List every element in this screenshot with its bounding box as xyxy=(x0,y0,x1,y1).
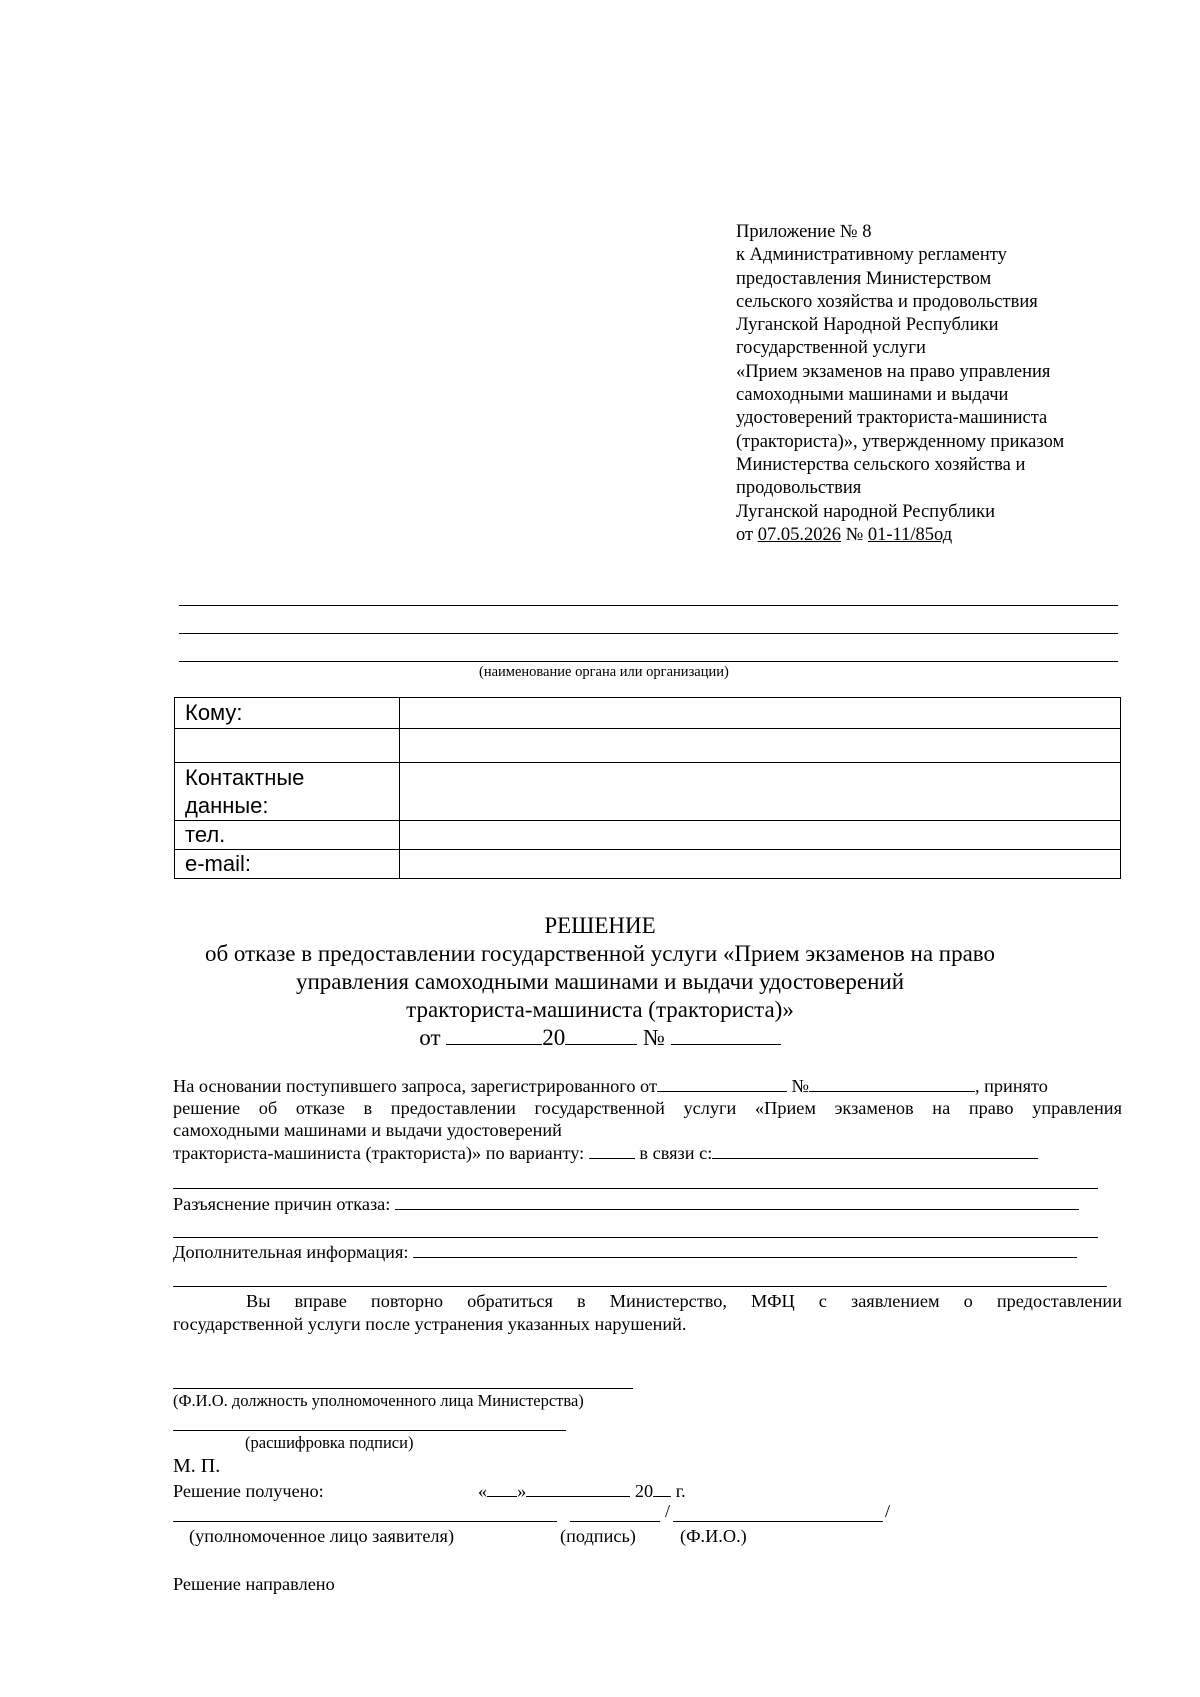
appendix-line: удостоверений тракториста-машиниста xyxy=(736,408,1048,429)
title-line-1: об отказе в предоставлении государственной услуги «Прием экзаменов на право xyxy=(204,941,996,966)
reasons-line xyxy=(173,1193,1079,1215)
title-line-3: тракториста-машиниста (тракториста)» xyxy=(406,997,794,1022)
contacts-label-line: Контактные xyxy=(185,764,305,790)
fio-caption: (Ф.И.О.) xyxy=(680,1526,747,1546)
body-line-3: самоходными машинами и выдачи удостоверений xyxy=(173,1120,562,1140)
sign-caption: (подпись) xyxy=(560,1526,636,1546)
received-year: 20 xyxy=(634,1481,654,1501)
appendix-line: государственной услуги xyxy=(736,338,926,359)
contacts-field[interactable] xyxy=(400,763,1121,821)
official-caption: (Ф.И.О. должность уполномоченного лица Министерства) xyxy=(173,1391,584,1410)
org-line-1 xyxy=(179,605,1118,606)
org-line-2 xyxy=(179,633,1118,634)
appendix-line: сельского хозяйства и продовольствия xyxy=(736,291,1038,312)
title-from: от xyxy=(419,1025,441,1050)
appendix-line: Луганской народной Республики xyxy=(736,501,996,522)
to-field[interactable] xyxy=(400,698,1121,729)
variant-field[interactable] xyxy=(589,1142,635,1159)
sent-label: Решение направлено xyxy=(173,1574,335,1594)
reasons-field-line-2[interactable] xyxy=(173,1237,1098,1238)
title-number-sign: № xyxy=(643,1025,665,1050)
additional-info-line-2[interactable] xyxy=(173,1286,1107,1287)
document-title: РЕШЕНИЕ xyxy=(544,913,656,938)
appendix-line: Министерства сельского хозяйства и xyxy=(736,454,1026,475)
recipient-table xyxy=(174,697,1121,879)
stamp-placeholder: М. П. xyxy=(173,1455,221,1477)
official-signature-line[interactable] xyxy=(173,1388,633,1389)
quote-close: » xyxy=(517,1481,527,1501)
received-year-suffix: г. xyxy=(675,1481,686,1501)
slash-2: / xyxy=(885,1501,891,1521)
phone-label: тел. xyxy=(175,821,400,850)
reason-field-line-2[interactable] xyxy=(173,1188,1098,1189)
empty-label-cell xyxy=(175,729,400,763)
title-date-line xyxy=(150,1024,1050,1052)
applicant-fio-line[interactable] xyxy=(673,1521,883,1522)
body-text: , принято xyxy=(974,1076,1048,1096)
decision-year-field[interactable] xyxy=(565,1028,637,1045)
appendix-line: (тракториста)», утвержденному приказом xyxy=(736,431,1065,452)
appendix-line: Луганской Народной Республики xyxy=(736,315,999,336)
body-line-2: решение об отказе в предоставлении государственной услуги «Прием экзаменов на право управления xyxy=(173,1098,1122,1118)
body-text: в связи с: xyxy=(639,1143,713,1163)
appendix-block xyxy=(736,221,1156,547)
additional-info-line xyxy=(173,1241,1077,1263)
repeat-appeal-line-1: Вы вправе повторно обратиться в Министерство, МФЦ с заявлением о предоставлении xyxy=(246,1291,1122,1311)
appendix-order-line xyxy=(736,524,1156,547)
decision-day-field[interactable] xyxy=(446,1028,542,1045)
title-year: 20 xyxy=(542,1025,566,1050)
request-number-field[interactable] xyxy=(809,1075,975,1092)
quote-open: « xyxy=(478,1481,488,1501)
email-field[interactable] xyxy=(400,850,1121,879)
to-label: Кому: xyxy=(175,698,400,729)
additional-info-field[interactable] xyxy=(413,1241,1077,1258)
appendix-line: «Прием экзаменов на право управления xyxy=(736,361,1051,382)
applicant-signature-line[interactable] xyxy=(570,1521,660,1522)
request-date-field[interactable] xyxy=(657,1075,787,1092)
appendix-line: предоставления Министерством xyxy=(736,268,992,289)
received-year-field[interactable] xyxy=(653,1480,671,1497)
received-label: Решение получено: xyxy=(173,1481,324,1501)
contacts-label xyxy=(175,763,400,821)
phone-field[interactable] xyxy=(400,821,1121,850)
reasons-field[interactable] xyxy=(395,1193,1079,1210)
applicant-line[interactable] xyxy=(173,1521,557,1522)
decode-signature-line[interactable] xyxy=(173,1430,566,1431)
reasons-label: Разъяснение причин отказа: xyxy=(173,1194,391,1214)
to-field-extra[interactable] xyxy=(400,729,1121,763)
title-line-2: управления самоходными машинами и выдачи удостоверений xyxy=(295,969,905,994)
body-text: На основании поступившего запроса, зарегистрированного от xyxy=(173,1076,657,1096)
decode-caption: (расшифровка подписи) xyxy=(245,1433,414,1452)
received-day-field[interactable] xyxy=(487,1480,517,1497)
contacts-label-line: данные: xyxy=(185,792,269,818)
order-number: 01-11/85од xyxy=(867,524,953,545)
reason-field[interactable] xyxy=(712,1142,1038,1159)
body-line-4 xyxy=(173,1142,1038,1164)
appendix-line: Приложение № 8 xyxy=(736,222,872,242)
slash-1: / xyxy=(665,1501,671,1521)
body-text: тракториста-машиниста (тракториста)» по варианту: xyxy=(173,1143,585,1163)
body-line-1 xyxy=(173,1075,1122,1097)
applicant-caption: (уполномоченное лицо заявителя) xyxy=(189,1526,455,1546)
email-label: e-mail: xyxy=(175,850,400,879)
org-line-3 xyxy=(179,661,1118,662)
decision-number-field[interactable] xyxy=(671,1028,781,1045)
received-date-line xyxy=(478,1480,686,1502)
repeat-appeal-line-2: государственной услуги после устранения указанных нарушений. xyxy=(173,1314,687,1334)
appendix-line: продовольствия xyxy=(736,478,862,499)
org-caption: (наименование органа или организации) xyxy=(479,664,729,680)
received-month-field[interactable] xyxy=(526,1480,630,1497)
order-date-prefix: от xyxy=(736,524,758,545)
appendix-line: самоходными машинами и выдачи xyxy=(736,385,1009,406)
order-date: 07.05.2026 xyxy=(757,524,841,545)
order-number-prefix: № xyxy=(840,524,868,545)
body-text: № xyxy=(791,1076,809,1096)
additional-info-label: Дополнительная информация: xyxy=(173,1242,409,1262)
appendix-line: к Административному регламенту xyxy=(736,245,1007,266)
